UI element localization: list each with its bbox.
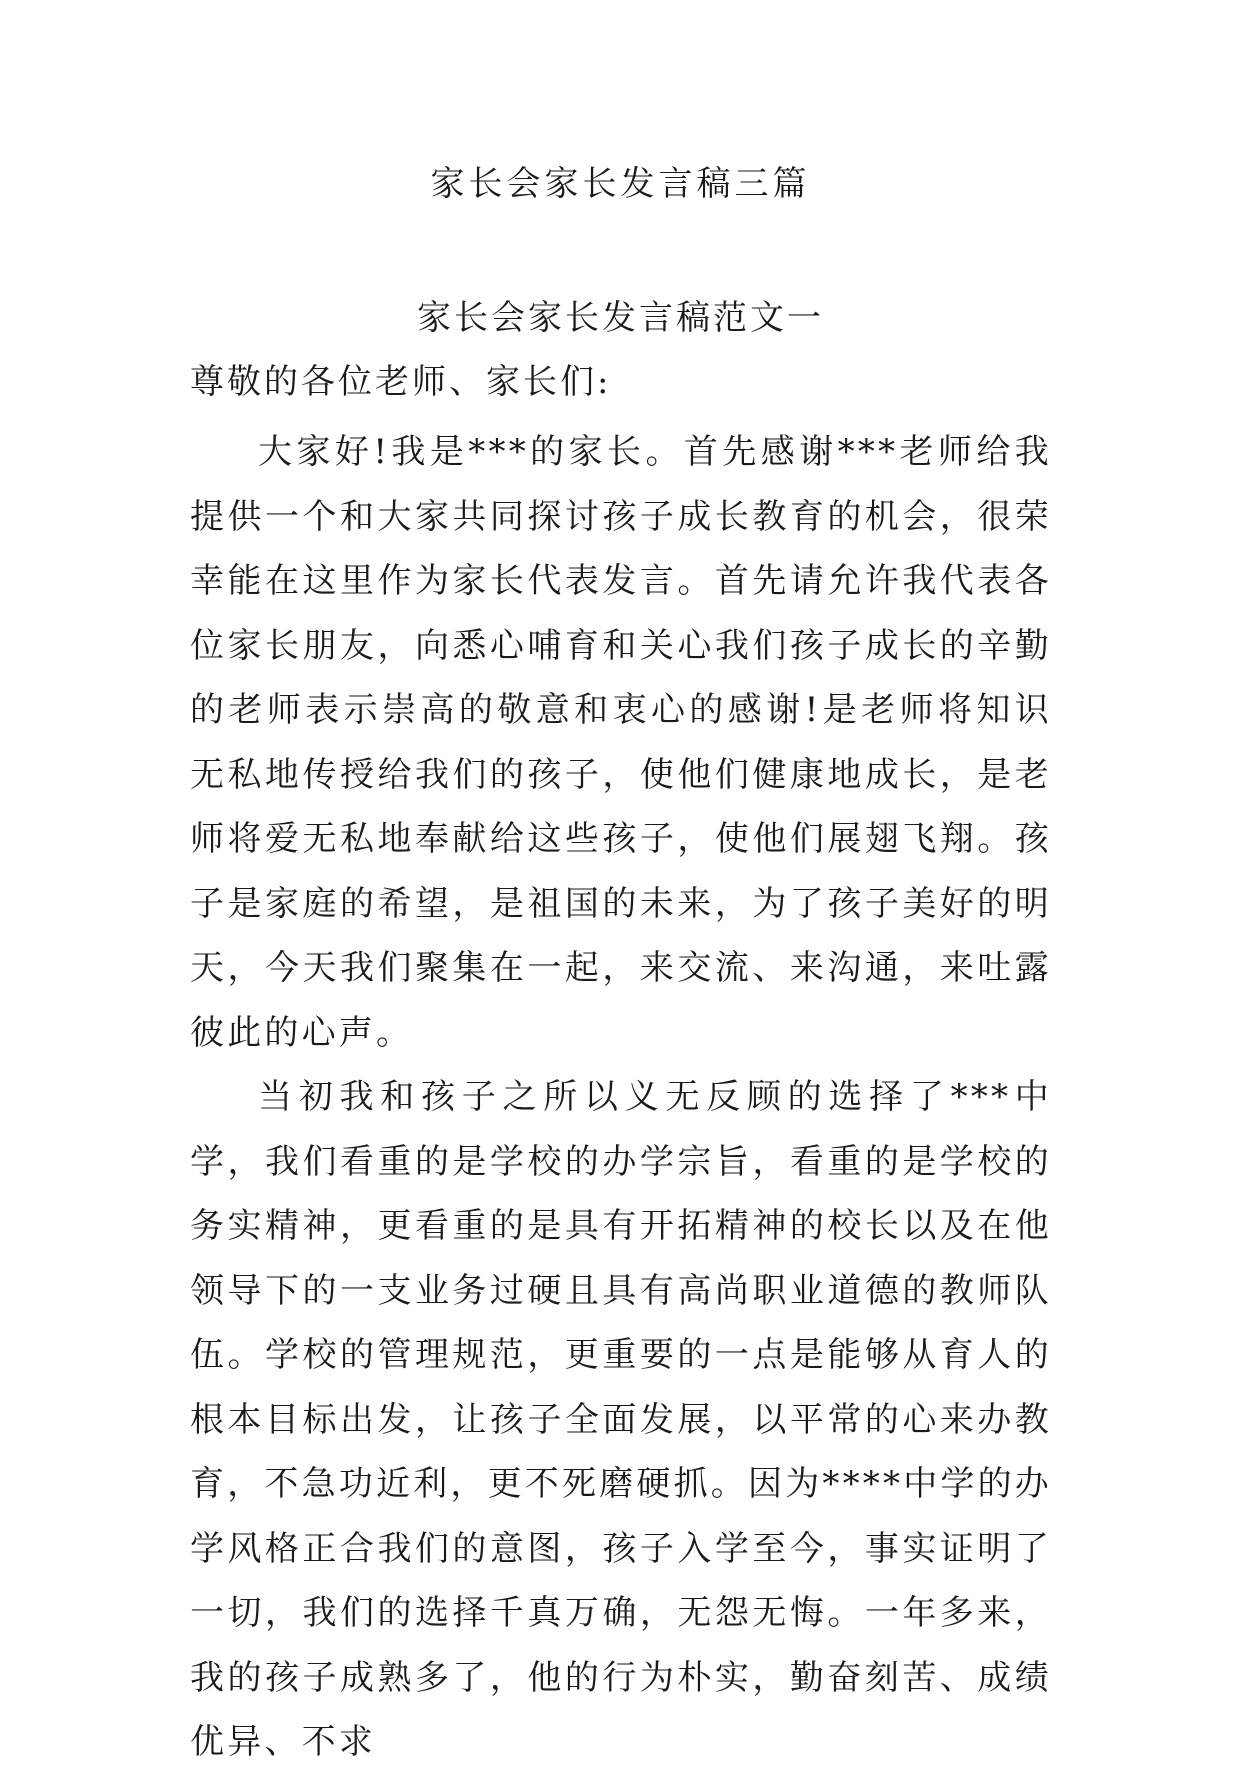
salutation: 尊敬的各位老师、家长们: bbox=[190, 362, 612, 402]
paragraph: 大家好!我是***的家长。首先感谢***老师给我提供一个和大家共同探讨孩子成长教育的机会，很荣幸能在这里作为家长代表发言。首先请允许我代表各位家长朋友，向悉心哺育和关心我们孩子成长的辛勤的老师表示崇高的敬意和衷心的感谢!是老师将知识无私地传授给我们的孩子，使他们健康地成长，是老师将爱无私地奉献给这些孩子，使他们展翅飞翔。孩子是家庭的希望，是祖国的未来，为了孩子美好的明天，今天我们聚集在一起，来交流、来沟通，来吐露彼此的心声。 bbox=[190, 432, 1052, 1053]
section-title: 家长会家长发言稿范文一 bbox=[417, 298, 824, 338]
paragraph: 当初我和孩子之所以义无反顾的选择了***中学，我们看重的是学校的办学宗旨，看重的是学校的务实精神，更看重的是具有开拓精神的校长以及在他领导下的一支业务过硬且具有高尚职业道德的教师队伍。学校的管理规范，更重要的一点是能够从育人的根本目标出发，让孩子全面发展，以平常的心来办教育，不急功近利，更不死磨硬抓。因为****中学的办学风格正合我们的意图，孩子入学至今，事实证明了一切，我们的选择千真万确，无怨无悔。一年多来，我的孩子成熟多了，他的行为朴实，勤奋刻苦、成绩优异、不求 bbox=[190, 1077, 1052, 1762]
body-text bbox=[190, 420, 1052, 1775]
document-title: 家长会家长发言稿三篇 bbox=[430, 164, 811, 204]
